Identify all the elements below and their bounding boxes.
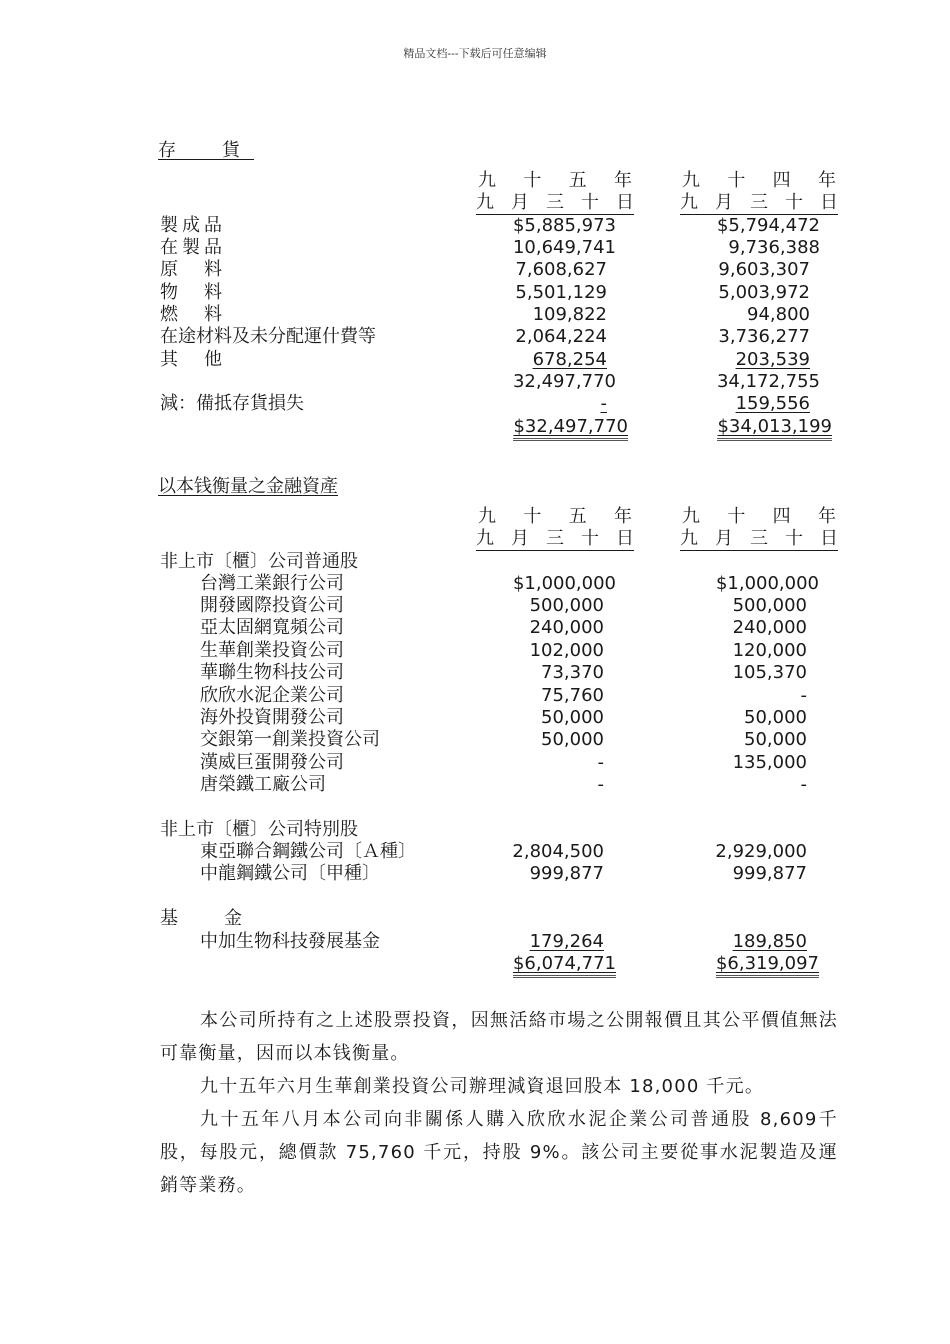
- group-label: 非上市〔櫃〕公司普通股: [160, 551, 358, 572]
- table-row-total: $6,074,771 $6,319,097: [0, 953, 950, 975]
- table-row: 唐榮鐵工廠公司 - -: [200, 774, 807, 795]
- table-row: 漢威巨蛋開發公司 - 135,000: [200, 752, 807, 773]
- table-row: 海外投資開發公司 50,000 50,000: [200, 707, 807, 728]
- paragraph: 九十五年六月生華創業投資公司辦理減資退回股本 18,000 千元。: [200, 1076, 765, 1097]
- table-row: 開發國際投資公司 500,000 500,000: [200, 595, 807, 616]
- paragraph: 本公司所持有之上述股票投資，因無活絡市場之公開報價且其公平價值無法可靠衡量，因而以本钱衡量。: [160, 1010, 838, 1064]
- inv2-col1-year: 九 十 五 年: [478, 506, 632, 527]
- group-label: 非上市〔櫃〕公司特別股: [160, 819, 358, 840]
- table-row: 32,497,770 34,172,755: [512, 371, 820, 392]
- paragraph: 九十五年八月本公司向非關係人購入欣欣水泥企業公司普通股 8,609千股，每股元，總價款 75,760 千元，持股 9%。該公司主要從事水泥製造及運銷等業務。: [160, 1109, 838, 1196]
- table-row: 交銀第一創業投資公司 50,000 50,000: [200, 729, 807, 750]
- table-row-total: $32,497,770 $34,013,199: [0, 416, 950, 438]
- table-row: 台灣工業銀行公司 $1,000,000 $1,000,000: [200, 573, 819, 594]
- table-row: 東亞聯合鋼鐵公司〔Ａ種〕 2,804,500 2,929,000: [200, 841, 807, 862]
- table-row: 其 他 678,254 203,539: [160, 349, 810, 370]
- table-row: 生華創業投資公司 102,000 120,000: [200, 640, 807, 661]
- group-label: 基 金: [160, 908, 256, 929]
- inv2-col2-date: 九 月 三 十 日: [680, 528, 838, 549]
- investments-title: 以本钱衡量之金融資產: [158, 476, 338, 497]
- inv-col2-date: 九 月 三 十 日: [680, 192, 838, 213]
- table-row: 燃 料 109,822 94,800: [160, 304, 810, 325]
- inv-col2-year: 九 十 四 年: [682, 170, 836, 191]
- table-row: 中加生物科技發展基金 179,264 189,850: [200, 931, 807, 952]
- inventory-title: 存 貨: [158, 140, 254, 161]
- table-row: 中龍鋼鐵公司〔甲種〕 999,877 999,877: [200, 863, 807, 884]
- inv-col1-year: 九 十 五 年: [478, 170, 632, 191]
- table-row: 華聯生物科技公司 73,370 105,370: [200, 662, 807, 683]
- table-row: 亞太固網寬頻公司 240,000 240,000: [200, 617, 807, 638]
- table-row: 欣欣水泥企業公司 75,760 -: [200, 685, 807, 706]
- table-row: 在途材料及未分配運什費等 2,064,224 3,736,277: [160, 326, 810, 347]
- page-header: 精品文档---下载后可任意编辑: [403, 47, 547, 60]
- table-row: 在製品 10,649,741 9,736,388: [160, 237, 820, 258]
- table-row: 減：備抵存貨損失 - 159,556: [160, 393, 810, 414]
- table-row: 原 料 7,608,627 9,603,307: [160, 259, 810, 280]
- table-row: 物 料 5,501,129 5,003,972: [160, 282, 810, 303]
- table-row: 製成品 $5,885,973 $5,794,472: [160, 215, 820, 236]
- inv2-col2-year: 九 十 四 年: [682, 506, 836, 527]
- inv-col1-date: 九 月 三 十 日: [476, 192, 634, 213]
- inv2-col1-date: 九 月 三 十 日: [476, 528, 634, 549]
- note-paragraphs: [160, 1004, 838, 1202]
